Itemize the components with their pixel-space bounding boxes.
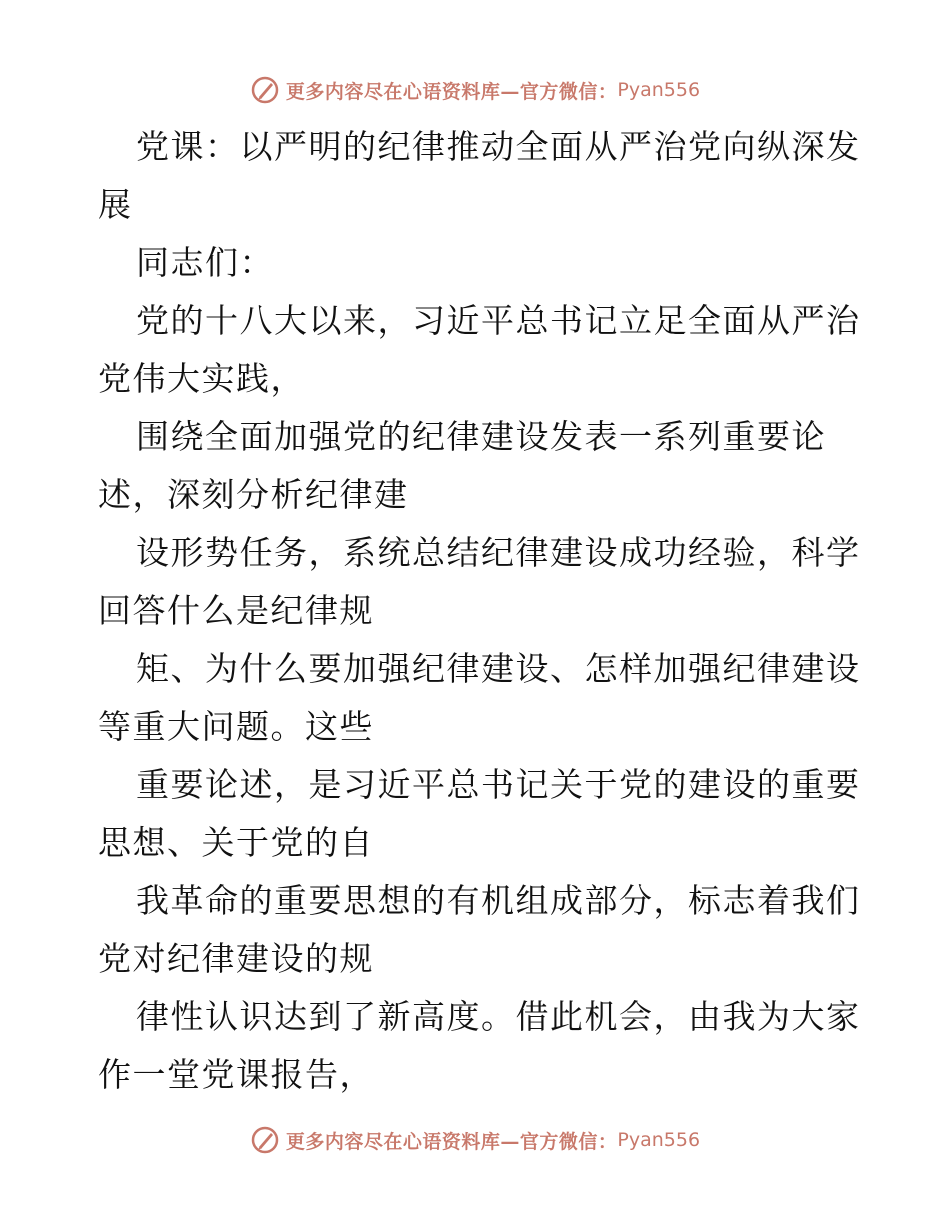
text-line: 述，深刻分析纪律建 xyxy=(98,475,409,514)
text-line: 党的十八大以来，习近平总书记立足全面从严治 xyxy=(136,301,861,340)
text-line: 回答什么是纪律规 xyxy=(98,591,374,630)
header-banner-text: 更多内容尽在心语资料库—官方微信： xyxy=(285,80,618,103)
text-line: 同志们： xyxy=(136,243,274,282)
header-banner xyxy=(0,70,950,110)
footer-banner-text: 更多内容尽在心语资料库—官方微信： xyxy=(285,1130,618,1153)
text-line: 思想、关于党的自 xyxy=(98,823,374,862)
text-line: 展 xyxy=(98,185,133,224)
quill-logo-icon xyxy=(250,75,280,105)
text-line: 作一堂党课报告， xyxy=(98,1055,374,1094)
text-line: 围绕全面加强党的纪律建设发表一系列重要论 xyxy=(136,417,826,456)
quill-logo-icon xyxy=(250,1125,280,1155)
text-line: 矩、为什么要加强纪律建设、怎样加强纪律建设 xyxy=(136,649,861,688)
footer-banner xyxy=(0,1120,950,1160)
header-wechat-id: Pyan556 xyxy=(617,79,701,101)
text-line: 党对纪律建设的规 xyxy=(98,939,374,978)
text-line: 重要论述，是习近平总书记关于党的建设的重要 xyxy=(136,765,861,804)
text-line: 律性认识达到了新高度。借此机会，由我为大家 xyxy=(136,997,861,1036)
text-line: 党课：以严明的纪律推动全面从严治党向纵深发 xyxy=(136,127,861,166)
footer-wechat-id: Pyan556 xyxy=(617,1129,701,1151)
text-line: 我革命的重要思想的有机组成部分，标志着我们 xyxy=(136,881,861,920)
document-body xyxy=(98,118,861,1104)
text-line: 设形势任务，系统总结纪律建设成功经验，科学 xyxy=(136,533,861,572)
text-line: 党伟大实践， xyxy=(98,359,305,398)
text-line: 等重大问题。这些 xyxy=(98,707,374,746)
